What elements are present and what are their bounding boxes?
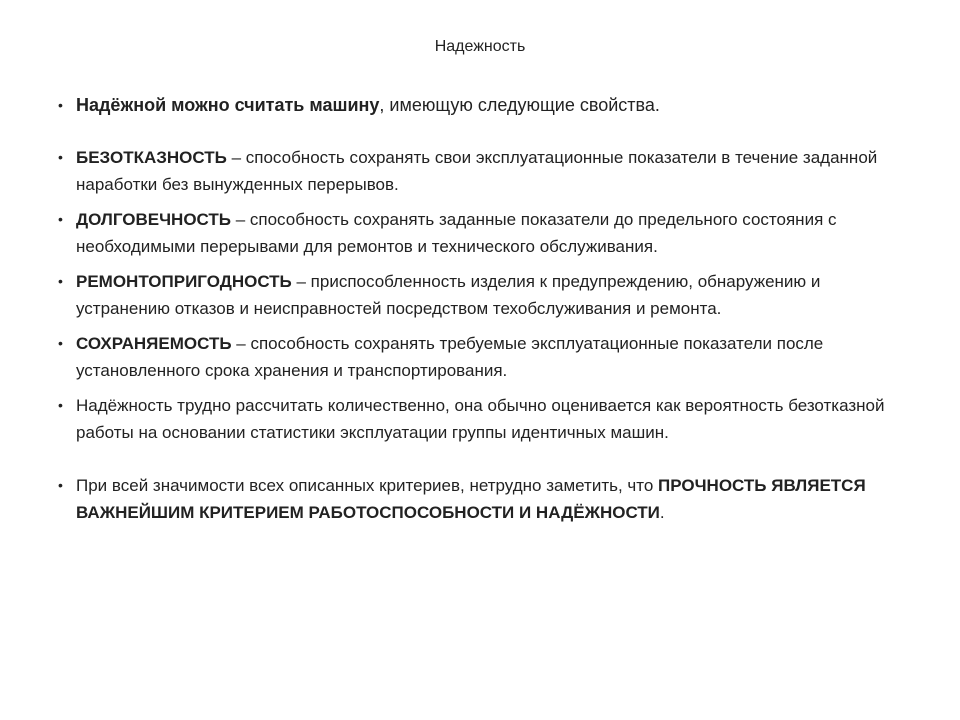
bullet-dolgovechnost xyxy=(56,206,916,260)
bullet-bold-text: ДОЛГОВЕЧНОСТЬ xyxy=(76,210,231,229)
bullet-bezotkaznost xyxy=(56,144,916,198)
bullet-bold-text: Надёжной можно считать машину xyxy=(76,95,380,115)
bullet-marker: • xyxy=(58,335,63,351)
bullet-text: При всей значимости всех описанных критериев, нетрудно заметить, что xyxy=(76,476,659,495)
bullet-bold-text: БЕЗОТКАЗНОСТЬ xyxy=(76,148,227,167)
bullet-text: – способность сохранять свои эксплуатационные показатели в течение заданной наработки без вынужденных перерывов. xyxy=(76,148,878,194)
bullet-bold-text: ПРОЧНОСТЬ ЯВЛЯЕТСЯ ВАЖНЕЙШИМ КРИТЕРИЕМ РАБОТОСПОСОБНОСТИ И НАДЁЖНОСТИ xyxy=(76,476,866,522)
bullet-text: – способность сохранять требуемые эксплуатационные показатели после установленного срока хранения и транспортирования. xyxy=(76,334,824,380)
bullet-text: – приспособленность изделия к предупреждению, обнаружению и устранению отказов и неисправностей посредством техобслуживания и ремонта. xyxy=(76,272,821,318)
bullet-bold-text: СОХРАНЯЕМОСТЬ xyxy=(76,334,232,353)
bullet-remontoprigodnost xyxy=(56,268,916,322)
bullet-text: – способность сохранять заданные показатели до предельного состояния с необходимыми перерывами для ремонтов и технического обслуживания. xyxy=(76,210,837,256)
slide-title: Надежность xyxy=(434,38,526,55)
bullet-reliability-estimate xyxy=(56,392,916,446)
bullet-text: , имеющую следующие свойства. xyxy=(379,95,660,115)
bullet-tail-text: . xyxy=(659,503,665,522)
bullet-marker: • xyxy=(58,477,63,493)
bullet-bold-text: РЕМОНТОПРИГОДНОСТЬ xyxy=(76,272,292,291)
bullet-list xyxy=(56,92,916,526)
bullet-strength-conclusion xyxy=(56,472,916,526)
bullet-sokhranyaemost xyxy=(56,330,916,384)
bullet-text: Надёжность трудно рассчитать количественно, она обычно оценивается как вероятность безотказной работы на основании статистики эксплуатации группы идентичных машин. xyxy=(76,396,885,442)
bullet-marker: • xyxy=(58,149,63,165)
bullet-marker: • xyxy=(58,97,63,113)
bullet-marker: • xyxy=(58,273,63,289)
bullet-marker: • xyxy=(58,397,63,413)
bullet-reliable-machine xyxy=(56,92,916,119)
bullet-marker: • xyxy=(58,211,63,227)
